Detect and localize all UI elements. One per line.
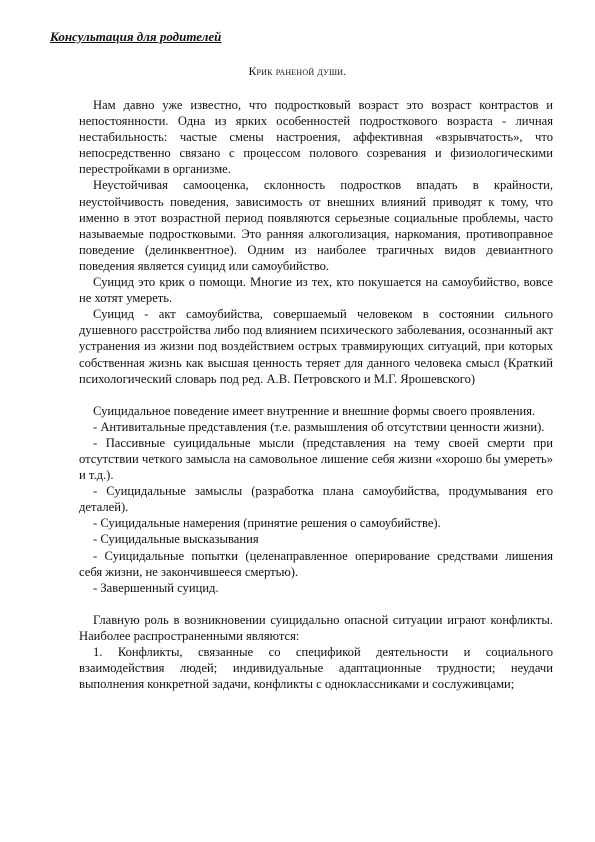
document-header: Консультация для родителей <box>50 29 222 44</box>
list-item: - Суицидальные высказывания <box>93 532 259 547</box>
list-item: - Антивитальные представления (т.е. размышления об отсутствии ценности жизни). <box>93 419 545 434</box>
list-item: - Суицидальные намерения (принятие решения о самоубийстве). <box>93 516 441 531</box>
document-body <box>79 97 553 692</box>
paragraph-cry-for-help: Суицид это крик о помощи. Многие из тех, кто покушается на самоубийство, вовсе не хотят умереть. <box>79 275 553 306</box>
document-title: Крик раненой души. <box>248 66 347 78</box>
paragraph-gap <box>79 387 553 403</box>
paragraph-gap <box>79 596 553 612</box>
list-item: - Суицидальные замыслы (разработка плана самоубийства, продумывания его деталей). <box>79 484 553 515</box>
paragraph-definition: Суицид - акт самоубийства, совершаемый человеком в состоянии сильного душевного расстройства либо под влиянием психического заболевания, осознанный акт устранения из жизни под воздействием острых травмирующих ситуаций, при которых собственная жизнь как высшая ценность теряет для данного человека смысл (Краткий психологический словарь под ред. А.В. Петровского и М.Г. Ярошевского) <box>79 307 553 386</box>
paragraph-conflict-type-1: 1. Конфликты, связанные со спецификой деятельности и социального взаимодействия людей; индивидуальные адаптационные трудности; неудачи выполнения конкретной задачи, конфликты с одноклассниками и сослуживцами; <box>79 645 553 692</box>
paragraph-forms: Суицидальное поведение имеет внутренние и внешние формы своего проявления. <box>93 403 536 418</box>
paragraph-intro: Нам давно уже известно, что подростковый возраст это возраст контрастов и непостоянности. Одна из ярких особенностей подросткового возраста - личная нестабильность: частые смены настроения, аффективная «взрывчатость», что непосредственно связано с процессом полового созревания и физиологическими перестройками в организме. <box>79 98 553 177</box>
paragraph-instability: Неустойчивая самооценка, склонность подростков впадать в крайности, неустойчивость поведения, зависимость от внешних влияний приводят к тому, что именно в этот возрастной период появляются серьезные социальные проблемы, часто называемые подростковыми. Это ранняя алкоголизация, наркомания, противоправное поведение (делинквентное). Одним из наиболее трагичных видов девиантного поведения является суицид или самоубийство. <box>79 178 553 273</box>
list-item: - Суицидальные попытки (целенаправленное оперирование средствами лишения себя жизни, не закончившееся смертью). <box>79 548 553 579</box>
list-item: - Пассивные суицидальные мысли (представления на тему своей смерти при отсутствии четкого замысла на самовольное лишение себя жизни «хорошо бы умереть» и т.д.). <box>79 435 553 483</box>
list-item: - Завершенный суицид. <box>93 580 219 595</box>
paragraph-conflicts: Главную роль в возникновении суицидально опасной ситуации играют конфликты. Наиболее распространенными являются: <box>79 612 553 643</box>
